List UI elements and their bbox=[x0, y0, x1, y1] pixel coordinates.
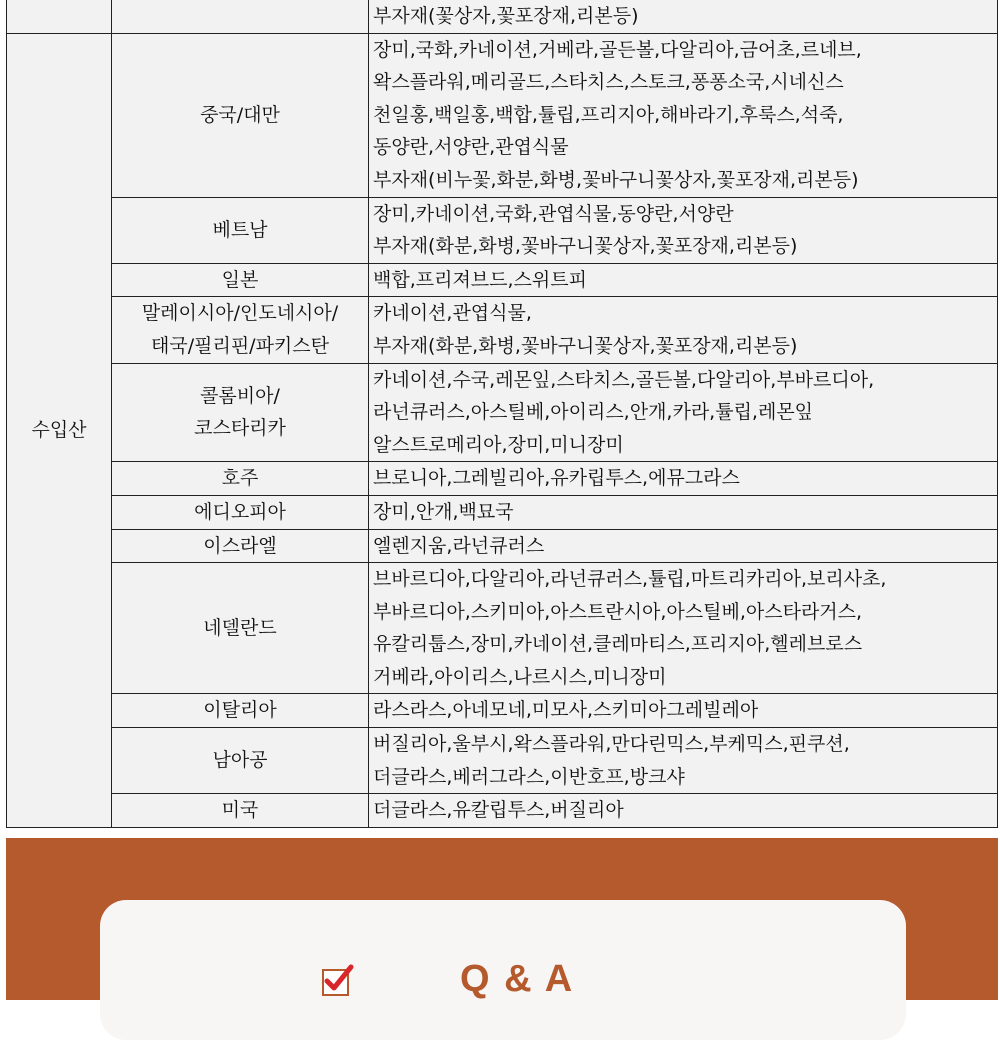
checkbox-checked-icon bbox=[320, 962, 356, 998]
items-cell bbox=[369, 33, 998, 197]
country-cell bbox=[112, 462, 369, 496]
table-row bbox=[7, 297, 998, 363]
items-cell bbox=[369, 0, 998, 33]
item-line: 장미,안개,백묘국 bbox=[373, 500, 514, 523]
table-row bbox=[7, 197, 998, 263]
country-name: 네델란드 bbox=[203, 616, 277, 639]
country-name: 미국 bbox=[221, 799, 259, 822]
item-line: 백합,프리져브드,스위트피 bbox=[373, 268, 587, 291]
item-line: 엘렌지움,라넌큐러스 bbox=[373, 534, 545, 557]
item-line: 알스트로메리아,장미,미니장미 bbox=[373, 433, 624, 456]
items-cell bbox=[369, 529, 998, 563]
item-line: 더글라스,유칼립투스,버질리아 bbox=[373, 799, 624, 822]
items-cell bbox=[369, 495, 998, 529]
country-name: 호주 bbox=[221, 467, 259, 490]
qa-title: Q & A bbox=[460, 958, 575, 1000]
item-line: 라스라스,아네모네,미모사,스키미아그레빌레아 bbox=[373, 699, 759, 722]
table-row bbox=[7, 495, 998, 529]
table-row bbox=[7, 563, 998, 694]
country-name: 태국/필리핀/파키스탄 bbox=[151, 334, 329, 357]
country-cell bbox=[112, 197, 369, 263]
region-cell: 수입산 bbox=[7, 33, 112, 827]
table-row-top-partial bbox=[7, 0, 998, 33]
country-name: 남아공 bbox=[212, 749, 268, 772]
item-line: 부자재(비누꽃,화분,화병,꽃바구니꽃상자,꽃포장재,리본등) bbox=[373, 168, 859, 191]
qa-section bbox=[6, 838, 998, 1000]
country-cell bbox=[112, 263, 369, 297]
origin-table bbox=[6, 0, 998, 828]
item-line: 동양란,서양란,관엽식물 bbox=[373, 136, 569, 159]
items-cell bbox=[369, 297, 998, 363]
table-row bbox=[7, 529, 998, 563]
country-name: 에디오피아 bbox=[194, 500, 286, 523]
table-row bbox=[7, 794, 998, 828]
country-cell bbox=[112, 563, 369, 694]
country-name: 이스라엘 bbox=[203, 534, 277, 557]
item-line: 왁스플라워,메리골드,스타치스,스토크,퐁퐁소국,시네신스 bbox=[373, 71, 844, 94]
table-row bbox=[7, 363, 998, 462]
country-name: 일본 bbox=[221, 268, 259, 291]
table-row bbox=[7, 263, 998, 297]
country-name: 중국/대만 bbox=[200, 103, 280, 126]
item-line: 부바르디아,스키미아,아스트란시아,아스틸베,아스타라거스, bbox=[373, 600, 863, 623]
items-cell bbox=[369, 694, 998, 728]
item-line: 브바르디아,다알리아,라넌큐러스,튤립,마트리카리아,보리사초, bbox=[373, 568, 887, 591]
country-cell-empty bbox=[112, 0, 369, 33]
table-row bbox=[7, 728, 998, 794]
items-cell bbox=[369, 728, 998, 794]
items-cell bbox=[369, 263, 998, 297]
country-cell bbox=[112, 363, 369, 462]
country-name: 말레이시아/인도네시아/ bbox=[141, 302, 339, 325]
country-name: 이탈리아 bbox=[203, 699, 277, 722]
region-cell-empty bbox=[7, 0, 112, 33]
item-line: 천일홍,백일홍,백합,튤립,프리지아,해바라기,후룩스,석죽, bbox=[373, 103, 844, 126]
qa-card bbox=[100, 900, 906, 1040]
item-line: 거베라,아이리스,나르시스,미니장미 bbox=[373, 665, 667, 688]
item-line: 카네이션,관엽식물, bbox=[373, 302, 532, 325]
item-line: 부자재(꽃상자,꽃포장재,리본등) bbox=[373, 5, 639, 27]
origin-table-wrapper bbox=[6, 0, 998, 828]
country-cell bbox=[112, 495, 369, 529]
item-line: 장미,국화,카네이션,거베라,골든볼,다알리아,금어초,르네브, bbox=[373, 38, 862, 61]
item-line: 버질리아,울부시,왁스플라워,만다린믹스,부케믹스,핀쿠션, bbox=[373, 733, 850, 756]
item-line: 장미,카네이션,국화,관엽식물,동양란,서양란 bbox=[373, 202, 734, 225]
items-cell bbox=[369, 363, 998, 462]
item-line: 브로니아,그레빌리아,유카립투스,에뮤그라스 bbox=[373, 467, 740, 490]
item-line: 카네이션,수국,레몬잎,스타치스,골든볼,다알리아,부바르디아, bbox=[373, 368, 875, 391]
table-row bbox=[7, 462, 998, 496]
item-line: 부자재(화분,화병,꽃바구니꽃상자,꽃포장재,리본등) bbox=[373, 334, 798, 357]
items-cell bbox=[369, 197, 998, 263]
table-row bbox=[7, 694, 998, 728]
item-line: 라넌큐러스,아스틸베,아이리스,안개,카라,튤립,레몬잎 bbox=[373, 401, 814, 424]
country-cell bbox=[112, 529, 369, 563]
items-cell bbox=[369, 462, 998, 496]
items-cell bbox=[369, 563, 998, 694]
country-cell bbox=[112, 33, 369, 197]
item-line: 부자재(화분,화병,꽃바구니꽃상자,꽃포장재,리본등) bbox=[373, 235, 798, 258]
item-line: 유칼리툽스,장미,카네이션,클레마티스,프리지아,헬레브로스 bbox=[373, 633, 863, 656]
item-line: 더글라스,베러그라스,이반호프,방크샤 bbox=[373, 765, 685, 788]
country-name: 베트남 bbox=[212, 218, 268, 241]
country-name: 코스타리카 bbox=[194, 417, 286, 440]
country-cell bbox=[112, 728, 369, 794]
country-cell bbox=[112, 794, 369, 828]
country-cell bbox=[112, 694, 369, 728]
items-cell bbox=[369, 794, 998, 828]
country-cell bbox=[112, 297, 369, 363]
table-row bbox=[7, 33, 998, 197]
country-name: 콜롬비아/ bbox=[200, 384, 280, 407]
